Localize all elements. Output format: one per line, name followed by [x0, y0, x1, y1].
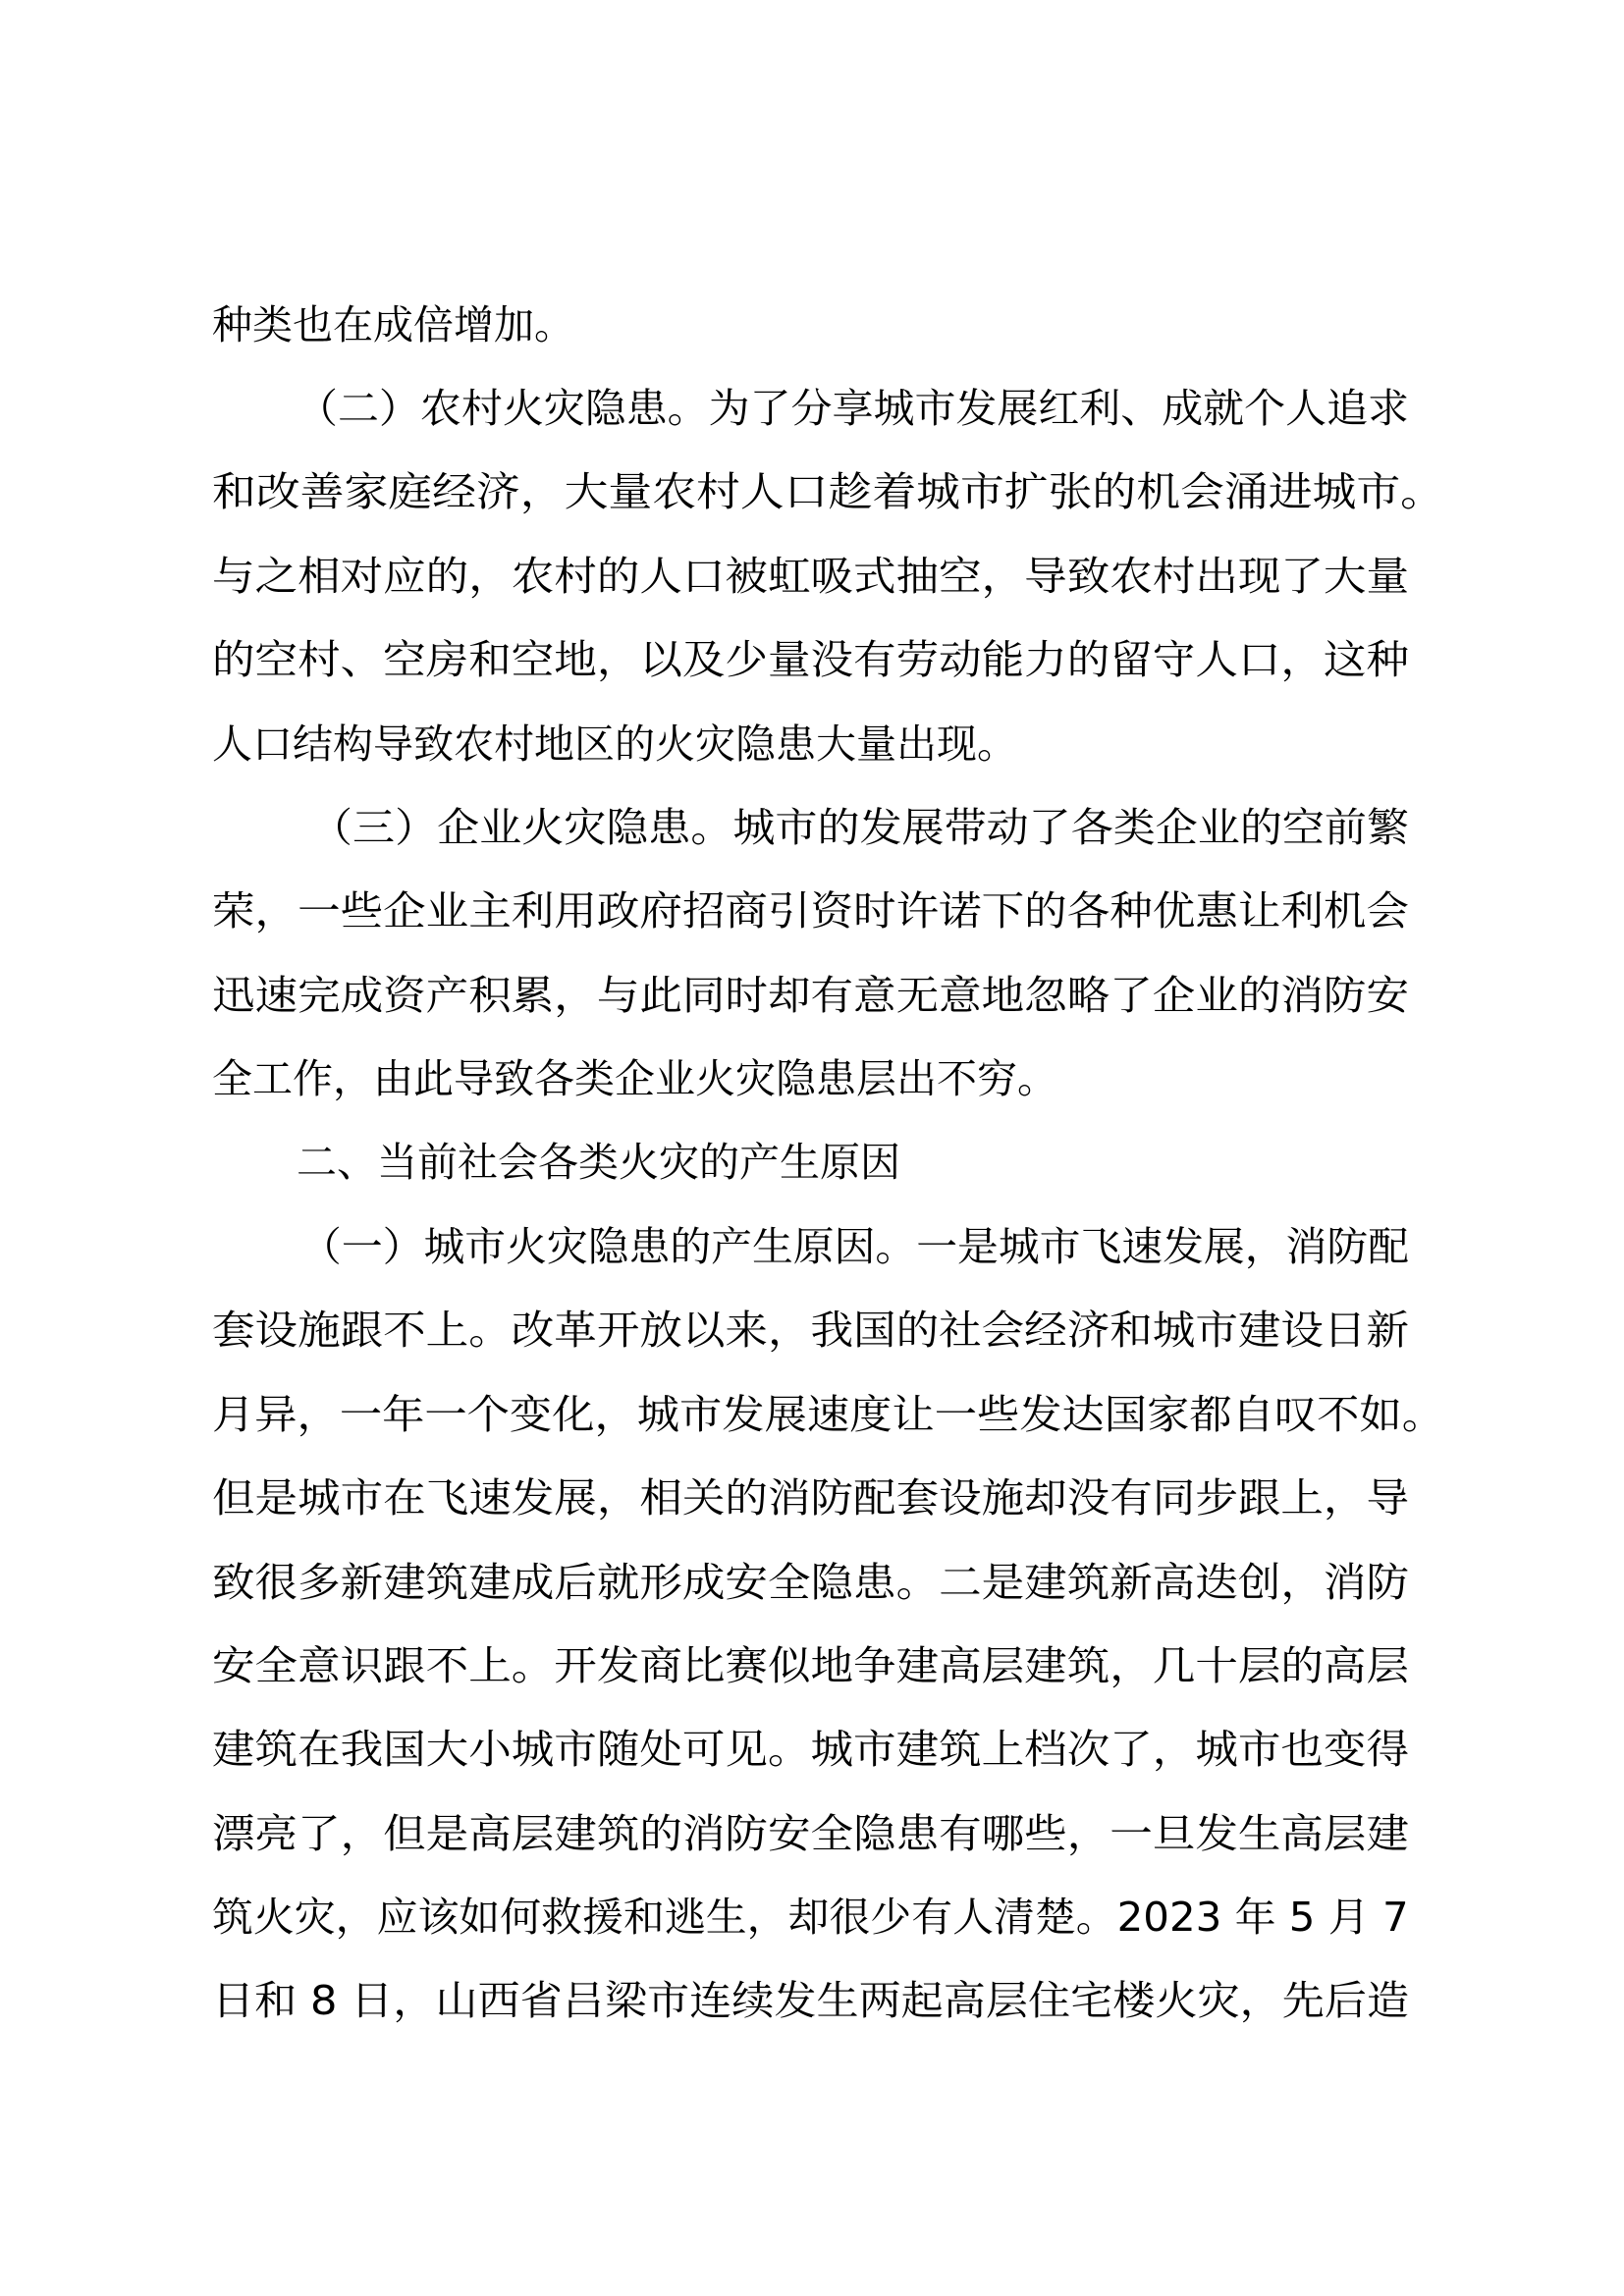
- paragraph-first-line: （二）农村火灾隐患。为了分享城市发展红利、成就个人追求: [297, 385, 1409, 432]
- text-line: 与之相对应的，农村的人口被虹吸式抽空，导致农村出现了大量: [212, 553, 1409, 600]
- text-line: 但是城市在飞速发展，相关的消防配套设施却没有同步跟上，导: [212, 1474, 1409, 1522]
- paragraph-first-line: （一）城市火灾隐患的产生原因。一是城市飞速发展，消防配: [300, 1223, 1409, 1270]
- text-line: 日和 8 日，山西省吕梁市连续发生两起高层住宅楼火灾，先后造: [212, 1977, 1410, 2024]
- text-line: 荣，一些企业主利用政府招商引资时许诺下的各种优惠让利机会: [212, 887, 1409, 934]
- text-line: 月异，一年一个变化，城市发展速度让一些发达国家都自叹不如。: [212, 1391, 1444, 1438]
- text-line: 迅速完成资产积累，与此同时却有意无意地忽略了企业的消防安: [212, 972, 1409, 1019]
- text-line: 致很多新建筑建成后就形成安全隐患。二是建筑新高迭创，消防: [212, 1559, 1409, 1606]
- section-heading: 二、当前社会各类火灾的产生原因: [297, 1139, 900, 1186]
- text-line: 漂亮了，但是高层建筑的消防安全隐患有哪些，一旦发生高层建: [212, 1810, 1409, 1857]
- text-line: 种类也在成倍增加。: [212, 301, 574, 348]
- text-line: 全工作，由此导致各类企业火灾隐患层出不穷。: [212, 1055, 1057, 1102]
- paragraph-first-line: （三）企业火灾隐患。城市的发展带动了各类企业的空前繁: [310, 804, 1409, 851]
- text-line: 套设施跟不上。改革开放以来，我国的社会经济和城市建设日新: [212, 1307, 1409, 1354]
- text-line: 的空村、空房和空地，以及少量没有劳动能力的留守人口，这种: [212, 636, 1409, 683]
- text-line: 和改善家庭经济，大量农村人口趁着城市扩张的机会涌进城市。: [212, 468, 1444, 515]
- text-line: 建筑在我国大小城市随处可见。城市建筑上档次了，城市也变得: [212, 1726, 1409, 1773]
- text-line: 安全意识跟不上。开发商比赛似地争建高层建筑，几十层的高层: [212, 1642, 1409, 1689]
- text-line: 筑火灾，应该如何救援和逃生，却很少有人清楚。2023 年 5 月 7: [212, 1894, 1409, 1941]
- text-line: 人口结构导致农村地区的火灾隐患大量出现。: [212, 721, 1017, 768]
